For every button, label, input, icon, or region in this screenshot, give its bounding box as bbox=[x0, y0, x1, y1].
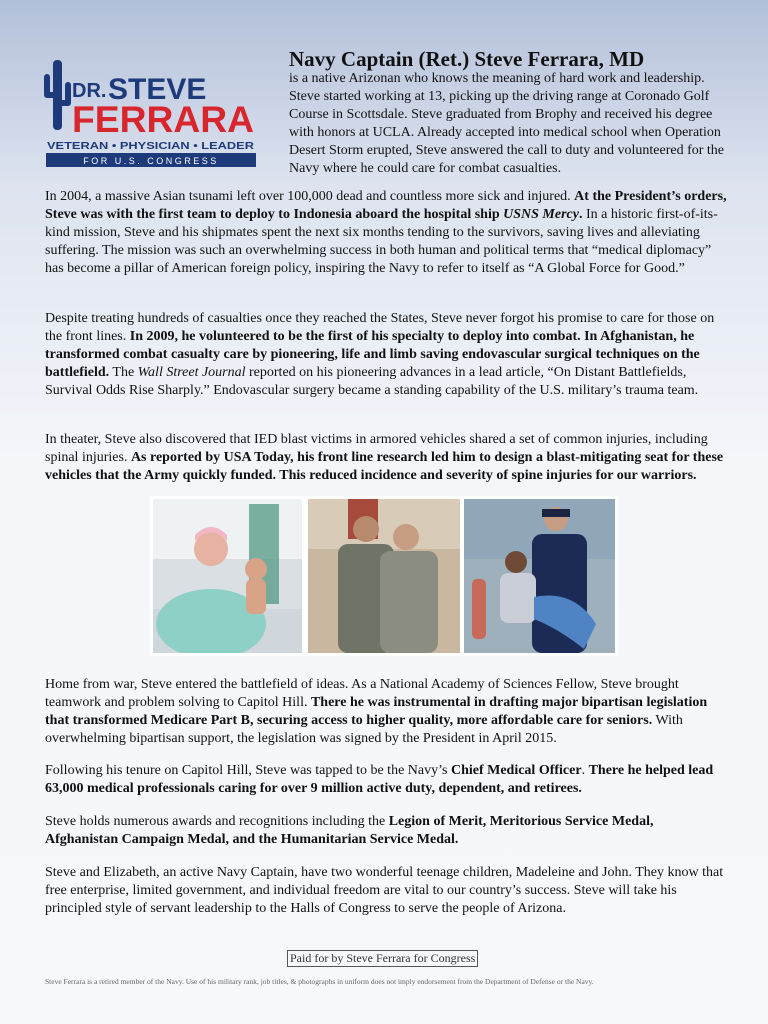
photo-ship-rescue bbox=[464, 499, 615, 653]
logo-first-name: STEVE bbox=[108, 73, 207, 106]
disclaimer: Steve Ferrara is a retired member of the Navy. Use of his military rank, job titles, & photographs in uniform does not imply endorsement from the Department of Defense or the Navy. bbox=[45, 977, 594, 986]
paid-for-notice: Paid for by Steve Ferrara for Congress bbox=[287, 950, 478, 967]
logo-last-name: FERRARA bbox=[72, 99, 254, 140]
family-paragraph: Steve and Elizabeth, an active Navy Captain, have two wonderful teenage children, Madeleine and John. They know that free enterprise, limited government, and individual freedom are vital to our country’s success. Steve will take his principled style of servant leadership to the Halls of Congress to serve the people of Arizona. bbox=[45, 865, 724, 916]
logo-tagline: VETERAN • PHYSICIAN • LEADER bbox=[47, 141, 255, 152]
ied-paragraph: In theater, Steve also discovered that IED blast victims in armored vehicles shared a set of common injuries, including spinal injuries. As reported by USA Today, his front line research led him to design a blast-mitigating seat for these vehicles that the Army quickly funded. This reduced incidence and severity of spine injuries for our warriors. bbox=[45, 432, 724, 483]
page-title: Navy Captain (Ret.) Steve Ferrara, MD bbox=[289, 47, 645, 71]
intro-paragraph: is a native Arizonan who knows the meaning of hard work and leadership. Steve started working at 13, picking up the driving range at Coronado Golf Course in Scottsdale. Steve graduated from Brophy and received his degree with honors at UCLA. Already accepted into medical school when Operation Desert Storm erupted, Steve answered the call to duty and volunteered for the Navy where he could care for combat casualties. bbox=[289, 71, 725, 176]
capitol-hill-paragraph: Home from war, Steve entered the battlefield of ideas. As a National Academy of Sciences Fellow, Steve brought teamwork and problem solving to Capitol Hill. There he was instrumental in drafting major bipartisan legislation that transformed Medicare Part B, securing access to higher quality, more affordable care for seniors. With overwhelming bipartisan support, the legislation was signed by the President in April 2015. bbox=[45, 677, 708, 746]
logo-dr: DR. bbox=[72, 80, 107, 102]
cactus-icon bbox=[44, 60, 71, 130]
campaign-logo bbox=[42, 60, 258, 170]
logo-office: FOR U.S. CONGRESS bbox=[83, 156, 219, 166]
awards-paragraph: Steve holds numerous awards and recognitions including the Legion of Merit, Meritorious Service Medal, Afghanistan Campaign Medal, and the Humanitarian Service Medal. bbox=[45, 814, 654, 847]
chief-medical-officer-paragraph: Following his tenure on Capitol Hill, Steve was tapped to be the Navy’s Chief Medical Officer. There he helped lead 63,000 medical professionals caring for over 9 million active duty, dependent, and retirees. bbox=[45, 763, 714, 796]
photo-soldiers bbox=[308, 499, 460, 653]
photo-strip bbox=[150, 496, 618, 656]
photo-hospital-child bbox=[153, 499, 302, 653]
tsunami-paragraph: In 2004, a massive Asian tsunami left over 100,000 dead and countless more sick and injured. At the President’s orders, Steve was with the first team to deploy to Indonesia aboard the hospital ship USNS Mercy. In a historic first-of-its-kind mission, Steve and his shipmates spent the next six months tending to the survivors, saving lives and alleviating suffering. The mission was such an overwhelming success in both human and political terms that “medical diplomacy” has become a pillar of American foreign policy, inspiring the Navy to refer to itself as “A Global Force for Good.” bbox=[45, 189, 727, 276]
combat-paragraph: Despite treating hundreds of casualties once they reached the States, Steve never forgot his promise to care for those on the front lines. In 2009, he volunteered to be the first of his specialty to deploy into combat. In Afghanistan, he transformed combat casualty care by pioneering, life and limb saving endovascular surgical techniques on the battlefield. The Wall Street Journal reported on his pioneering advances in a lead article, “On Distant Battlefields, Survival Odds Rise Sharply.” Endovascular surgery became a standing capability of the U.S. military’s trauma team. bbox=[45, 311, 715, 398]
